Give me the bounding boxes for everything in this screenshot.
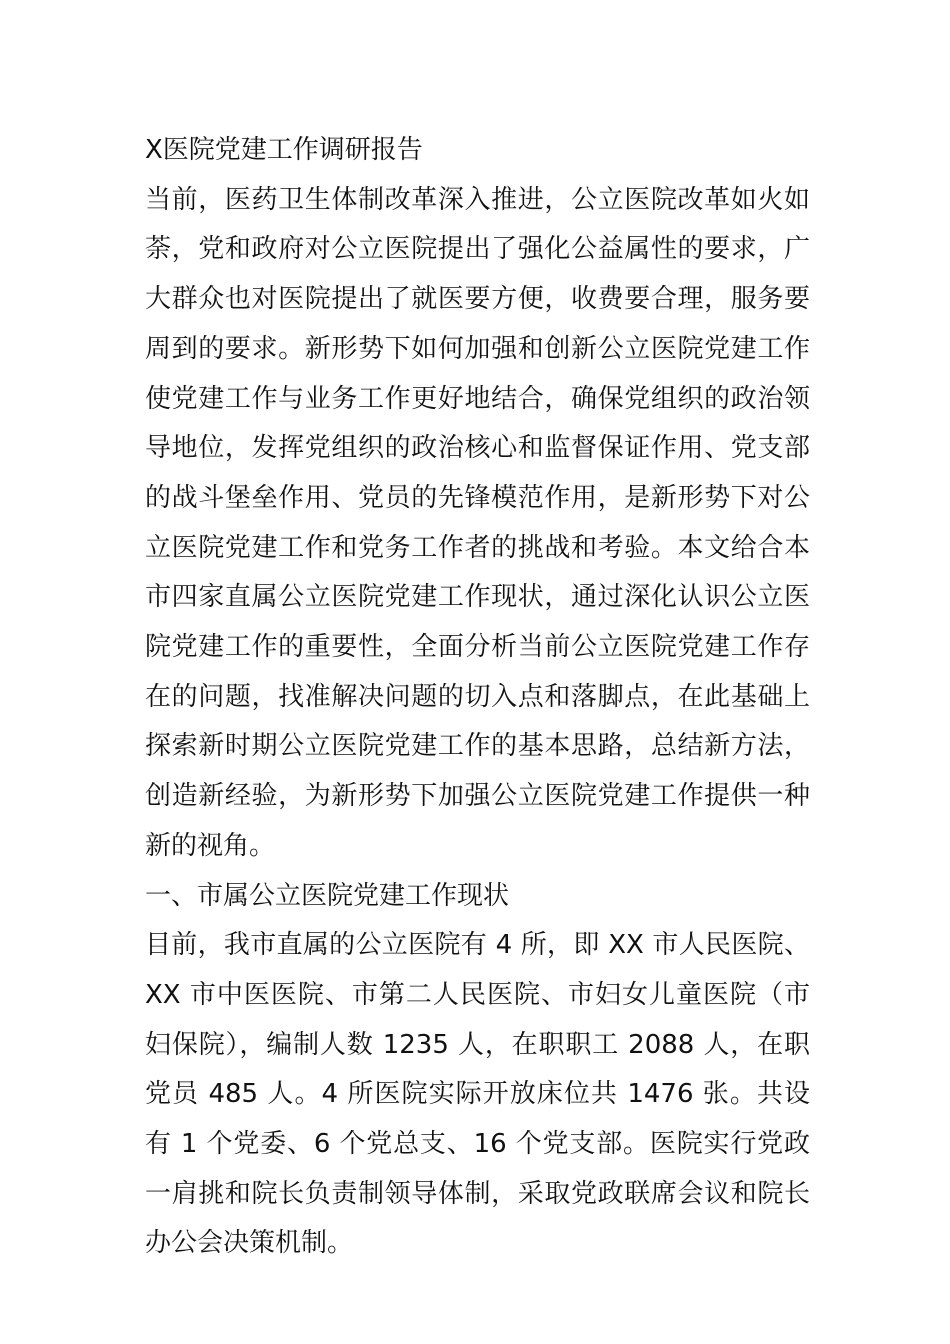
intro-paragraph: 当前，医药卫生体制改革深入推进，公立医院改革如火如荼，党和政府对公立医院提出了强化公益属性的要求，广大群众也对医院提出了就医要方便，收费要合理，服务要周到的要求。新形势下如何加强和创新公立医院党建工作使党建工作与业务工作更好地结合，确保党组织的政治领导地位，发挥党组织的政治核心和监督保证作用、党支部的战斗堡垒作用、党员的先锋模范作用，是新形势下对公立医院党建工作和党务工作者的挑战和考验。本文给合本市四家直属公立医院党建工作现状，通过深化认识公立医院党建工作的重要性，全面分析当前公立医院党建工作存在的问题，找准解决问题的切入点和落脚点，在此基础上探索新时期公立医院党建工作的基本思路，总结新方法，创造新经验，为新形势下加强公立医院党建工作提供一种新的视角。 <box>145 184 810 861</box>
section-heading: 一、市属公立医院党建工作现状 <box>145 880 510 911</box>
document-body <box>145 126 810 1269</box>
section-paragraph: 目前，我市直属的公立医院有 4 所，即 XX 市人民医院、XX 市中医医院、市第二人民医院、市妇女儿童医院（市妇保院），编制人数 1235 人，在职职工 2088 人，在职党员 485 人。4 所医院实际开放床位共 1476 张。共设有 1 个党委、6 个党总支、16 个党支部。医院实行党政一肩挑和院长负责制领导体制，采取党政联席会议和院长办公会决策机制。 <box>145 930 810 1259</box>
document-title: X医院党建工作调研报告 <box>145 135 423 165</box>
